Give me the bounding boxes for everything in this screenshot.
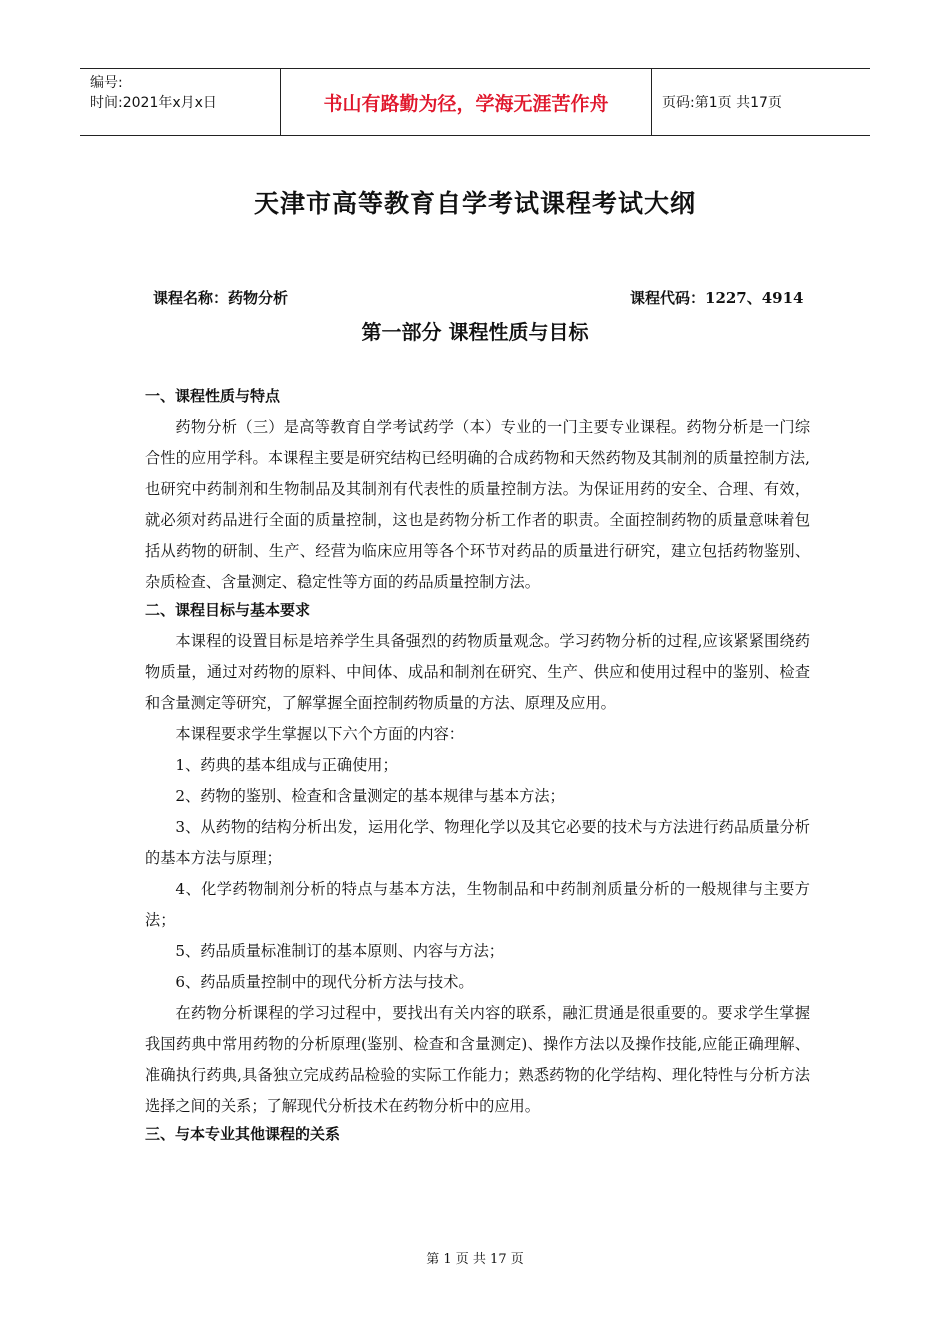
page-label: 页码:第1页 共17页 bbox=[662, 95, 782, 111]
page-footer: 第 1 页 共 17 页 bbox=[426, 1252, 524, 1267]
part-title: 第一部分 课程性质与目标 bbox=[361, 320, 589, 344]
document-body bbox=[145, 384, 810, 1150]
section-heading: 二、课程目标与基本要求 bbox=[145, 601, 311, 619]
paragraph: 药物分析（三）是高等教育自学考试药学（本）专业的一门主要专业课程。药物分析是一门综合性的应用学科。本课程主要是研究结构已经明确的合成药物和天然药物及其制剂的质量控制方法,也研究中药制剂和生物制品及其制剂有代表性的质量控制方法。为保证用药的安全、合理、有效，就必须对药品进行全面的质量控制，这也是药物分析工作者的职责。全面控制药物的质量意味着包括从药物的研制、生产、经营为临床应用等各个环节对药品的质量进行研究，建立包括药物鉴别、杂质检查、含量测定、稳定性等方面的药品质量控制方法。 bbox=[145, 418, 810, 591]
document-title: 天津市高等教育自学考试课程考试大纲 bbox=[253, 189, 696, 218]
list-item: 1、药典的基本组成与正确使用； bbox=[175, 756, 398, 774]
paragraph: 在药物分析课程的学习过程中，要找出有关内容的联系，融汇贯通是很重要的。要求学生掌握我国药典中常用药物的分析原理(鉴别、检查和含量测定)、操作方法以及操作技能,应能正确理解、准确执行药典,具备独立完成药品检验的实际工作能力；熟悉药物的化学结构、理化特性与分析方法选择之间的关系；了解现代分析技术在药物分析中的应用。 bbox=[145, 1004, 810, 1115]
header-table bbox=[80, 68, 870, 136]
header-left-cell bbox=[80, 69, 280, 135]
motto-text: 书山有路勤为径，学海无涯苦作舟 bbox=[323, 92, 609, 115]
section-heading: 三、与本专业其他课程的关系 bbox=[145, 1125, 341, 1143]
list-item: 5、药品质量标准制订的基本原则、内容与方法； bbox=[175, 942, 504, 960]
list-item: 2、药物的鉴别、检查和含量测定的基本规律与基本方法； bbox=[175, 787, 565, 805]
paragraph: 本课程要求学生掌握以下六个方面的内容： bbox=[175, 725, 464, 743]
header-motto-cell bbox=[280, 69, 652, 135]
paragraph: 本课程的设置目标是培养学生具备强烈的药物质量观念。学习药物分析的过程,应该紧紧围绕药物质量，通过对药物的原料、中间体、成品和制剂在研究、生产、供应和使用过程中的鉴别、检查和含量测定等研究，了解掌握全面控制药物质量的方法、原理及应用。 bbox=[145, 632, 810, 712]
header-page-cell bbox=[652, 69, 870, 135]
list-item: 3、从药物的结构分析出发，运用化学、物理化学以及其它必要的技术与方法进行药品质量分析的基本方法与原理； bbox=[145, 818, 810, 867]
course-code: 课程代码：1227、4914 bbox=[630, 289, 804, 307]
list-item: 4、化学药物制剂分析的特点与基本方法，生物制品和中药制剂质量分析的一般规律与主要方法； bbox=[145, 880, 810, 929]
number-label: 编号: bbox=[90, 75, 123, 91]
course-name: 课程名称：药物分析 bbox=[153, 289, 289, 307]
list-item: 6、药品质量控制中的现代分析方法与技术。 bbox=[175, 973, 474, 991]
time-label: 时间:2021年x月x日 bbox=[90, 95, 217, 111]
section-heading: 一、课程性质与特点 bbox=[145, 387, 281, 405]
